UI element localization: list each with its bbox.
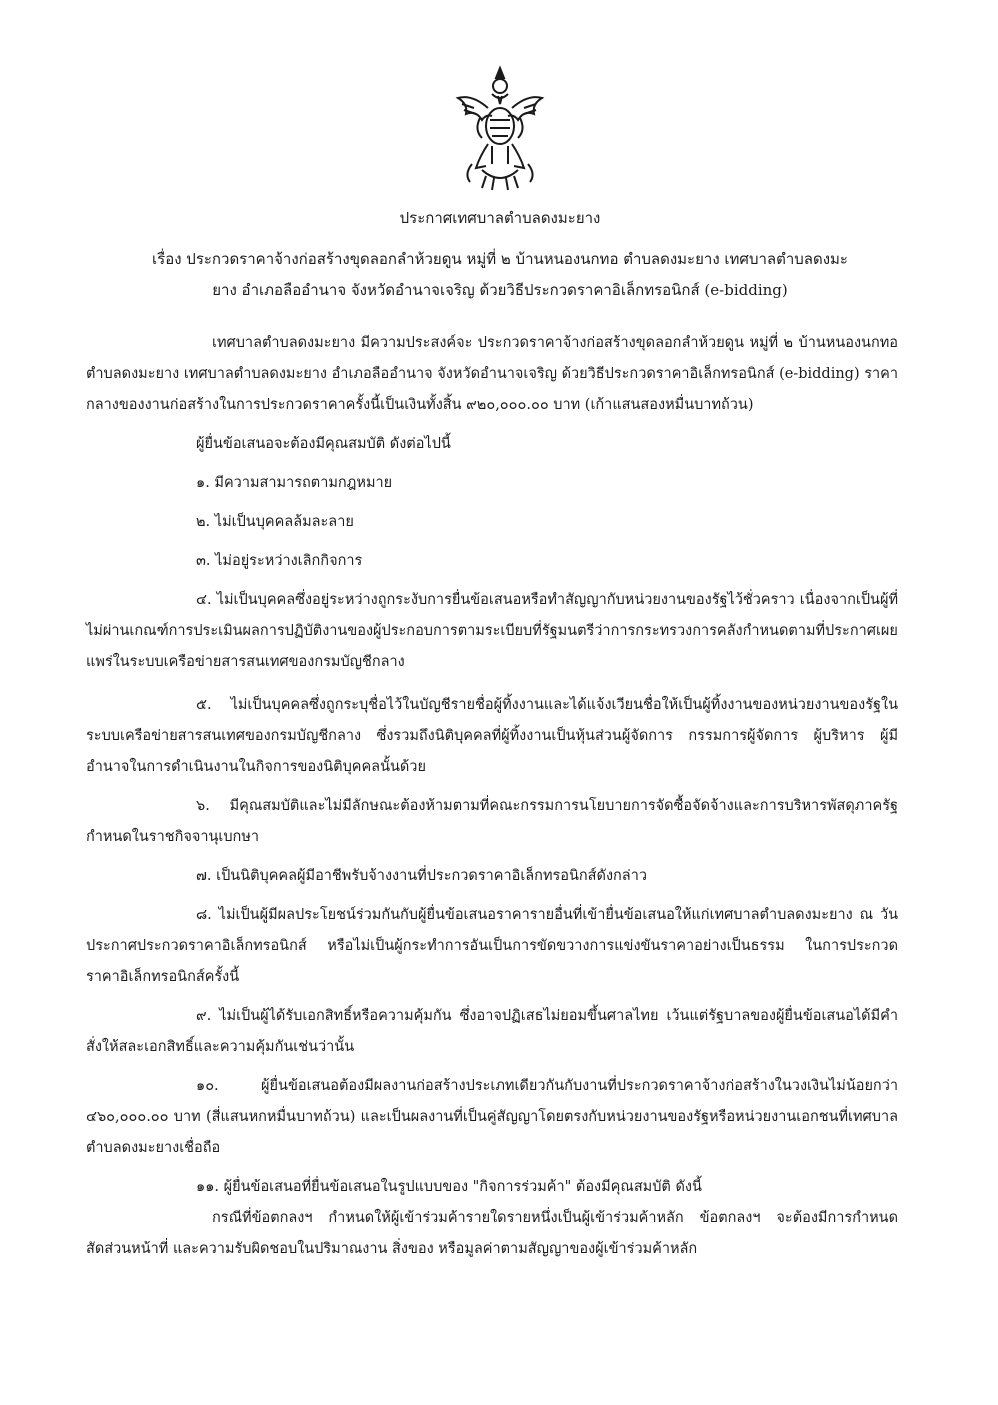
document-header <box>80 206 920 306</box>
announcement-title: ประกาศเทศบาลตำบลดงมะยาง <box>399 209 601 227</box>
qualification-heading: ผู้ยื่นข้อเสนอจะต้องมีคุณสมบัติ ดังต่อไปนี้ <box>196 436 451 452</box>
qualification-item: ๒. ไม่เป็นบุคคลล้มละลาย <box>196 514 354 530</box>
qualification-item: ๑๐. ผู้ยื่นข้อเสนอต้องมีผลงานก่อสร้างประเภทเดียวกันกับงานที่ประกวดราคาจ้างก่อสร้างในวงเงินไม่น้อยกว่า ๔๖๐,๐๐๐.๐๐ บาท (สี่แสนหกหมื่นบาทถ้วน) และเป็นผลงานที่เป็นคู่สัญญาโดยตรงกับหน่วยงานของรัฐหรือหน่วยงานเอกชนที่เทศบาลตำบลดงมะยางเชื่อถือ <box>86 1078 898 1156</box>
qualification-item: ๔. ไม่เป็นบุคคลซึ่งอยู่ระหว่างถูกระงับการยื่นข้อเสนอหรือทำสัญญากับหน่วยงานของรัฐไว้ชั่วคราว เนื่องจากเป็นผู้ที่ไม่ผ่านเกณฑ์การประเมินผลการปฏิบัติงานของผู้ประกอบการตามระเบียบที่รัฐมนตรีว่าการกระทรวงการคลังกำหนดตามที่ประกาศเผยแพร่ในระบบเครือข่ายสารสนเทศของกรมบัญชีกลาง <box>86 592 898 670</box>
qualification-item: ๑. มีความสามารถตามกฎหมาย <box>196 475 393 491</box>
joint-venture-paragraph: กรณีที่ข้อตกลงฯ กำหนดให้ผู้เข้าร่วมค้ารายใดรายหนึ่งเป็นผู้เข้าร่วมค้าหลัก ข้อตกลงฯ จะต้องมีการกำหนดสัดส่วนหน้าที่ และความรับผิดชอบในปริมาณงาน สิ่งของ หรือมูลค่าตามสัญญาของผู้เข้าร่วมค้าหลัก <box>86 1210 898 1257</box>
garuda-emblem-icon <box>452 64 548 192</box>
intro-paragraph: เทศบาลตำบลดงมะยาง มีความประสงค์จะ ประกวดราคาจ้างก่อสร้างขุดลอกลำห้วยดูน หมู่ที่ ๒ บ้านหนองนกทอ ตำบลดงมะยาง เทศบาลตำบลดงมะยาง อำเภอลืออำนาจ จังหวัดอำนาจเจริญ ด้วยวิธีประกวดราคาอิเล็กทรอนิกส์ (e-bidding) ราคากลางของงานก่อสร้างในการประกวดราคาครั้งนี้เป็นเงินทั้งสิ้น ๙๒๐,๐๐๐.๐๐ บาท (เก้าแสนสองหมื่นบาทถ้วน) <box>86 335 898 413</box>
subject-line-1: เรื่อง ประกวดราคาจ้างก่อสร้างขุดลอกลำห้วยดูน หมู่ที่ ๒ บ้านหนองนกทอ ตำบลดงมะยาง เทศบาลตำบลดงมะ <box>152 250 848 268</box>
subject-line-2: ยาง อำเภอลืออำนาจ จังหวัดอำนาจเจริญ ด้วยวิธีประกวดราคาอิเล็กทรอนิกส์ (e-bidding) <box>212 281 788 299</box>
document-body <box>86 328 898 1265</box>
qualification-item: ๕. ไม่เป็นบุคคลซึ่งถูกระบุชื่อไว้ในบัญชีรายชื่อผู้ทิ้งงานและได้แจ้งเวียนชื่อให้เป็นผู้ทิ้งงานของหน่วยงานของรัฐในระบบเครือข่ายสารสนเทศของกรมบัญชีกลาง ซึ่งรวมถึงนิติบุคคลที่ผู้ทิ้งงานเป็นหุ้นส่วนผู้จัดการ กรรมการผู้จัดการ ผู้บริหาร ผู้มีอำนาจในการดำเนินงานในกิจการของนิติบุคคลนั้นด้วย <box>86 697 898 775</box>
qualification-item: ๙. ไม่เป็นผู้ได้รับเอกสิทธิ์หรือความคุ้มกัน ซึ่งอาจปฏิเสธไม่ยอมขึ้นศาลไทย เว้นแต่รัฐบาลของผู้ยื่นข้อเสนอได้มีคำสั่งให้สละเอกสิทธิ์และความคุ้มกันเช่นว่านั้น <box>86 1008 898 1055</box>
qualification-item: ๗. เป็นนิติบุคคลผู้มีอาชีพรับจ้างงานที่ประกวดราคาอิเล็กทรอนิกส์ดังกล่าว <box>196 868 647 884</box>
qualification-item: ๑๑. ผู้ยื่นข้อเสนอที่ยื่นข้อเสนอในรูปแบบของ "กิจการร่วมค้า" ต้องมีคุณสมบัติ ดังนี้ <box>196 1179 702 1195</box>
qualification-item: ๖. มีคุณสมบัติและไม่มีลักษณะต้องห้ามตามที่คณะกรรมการนโยบายการจัดซื้อจัดจ้างและการบริหารพัสดุภาครัฐกำหนดในราชกิจจานุเบกษา <box>86 798 898 845</box>
qualification-item: ๘. ไม่เป็นผู้มีผลประโยชน์ร่วมกันกับผู้ยื่นข้อเสนอราคารายอื่นที่เข้ายื่นข้อเสนอให้แก่เทศบาลตำบลดงมะยาง ณ วันประกาศประกวดราคาอิเล็กทรอนิกส์ หรือไม่เป็นผู้กระทำการอันเป็นการขัดขวางการแข่งขันราคาอย่างเป็นธรรม ในการประกวดราคาอิเล็กทรอนิกส์ครั้งนี้ <box>86 907 898 985</box>
qualification-item: ๓. ไม่อยู่ระหว่างเลิกกิจการ <box>196 553 363 569</box>
